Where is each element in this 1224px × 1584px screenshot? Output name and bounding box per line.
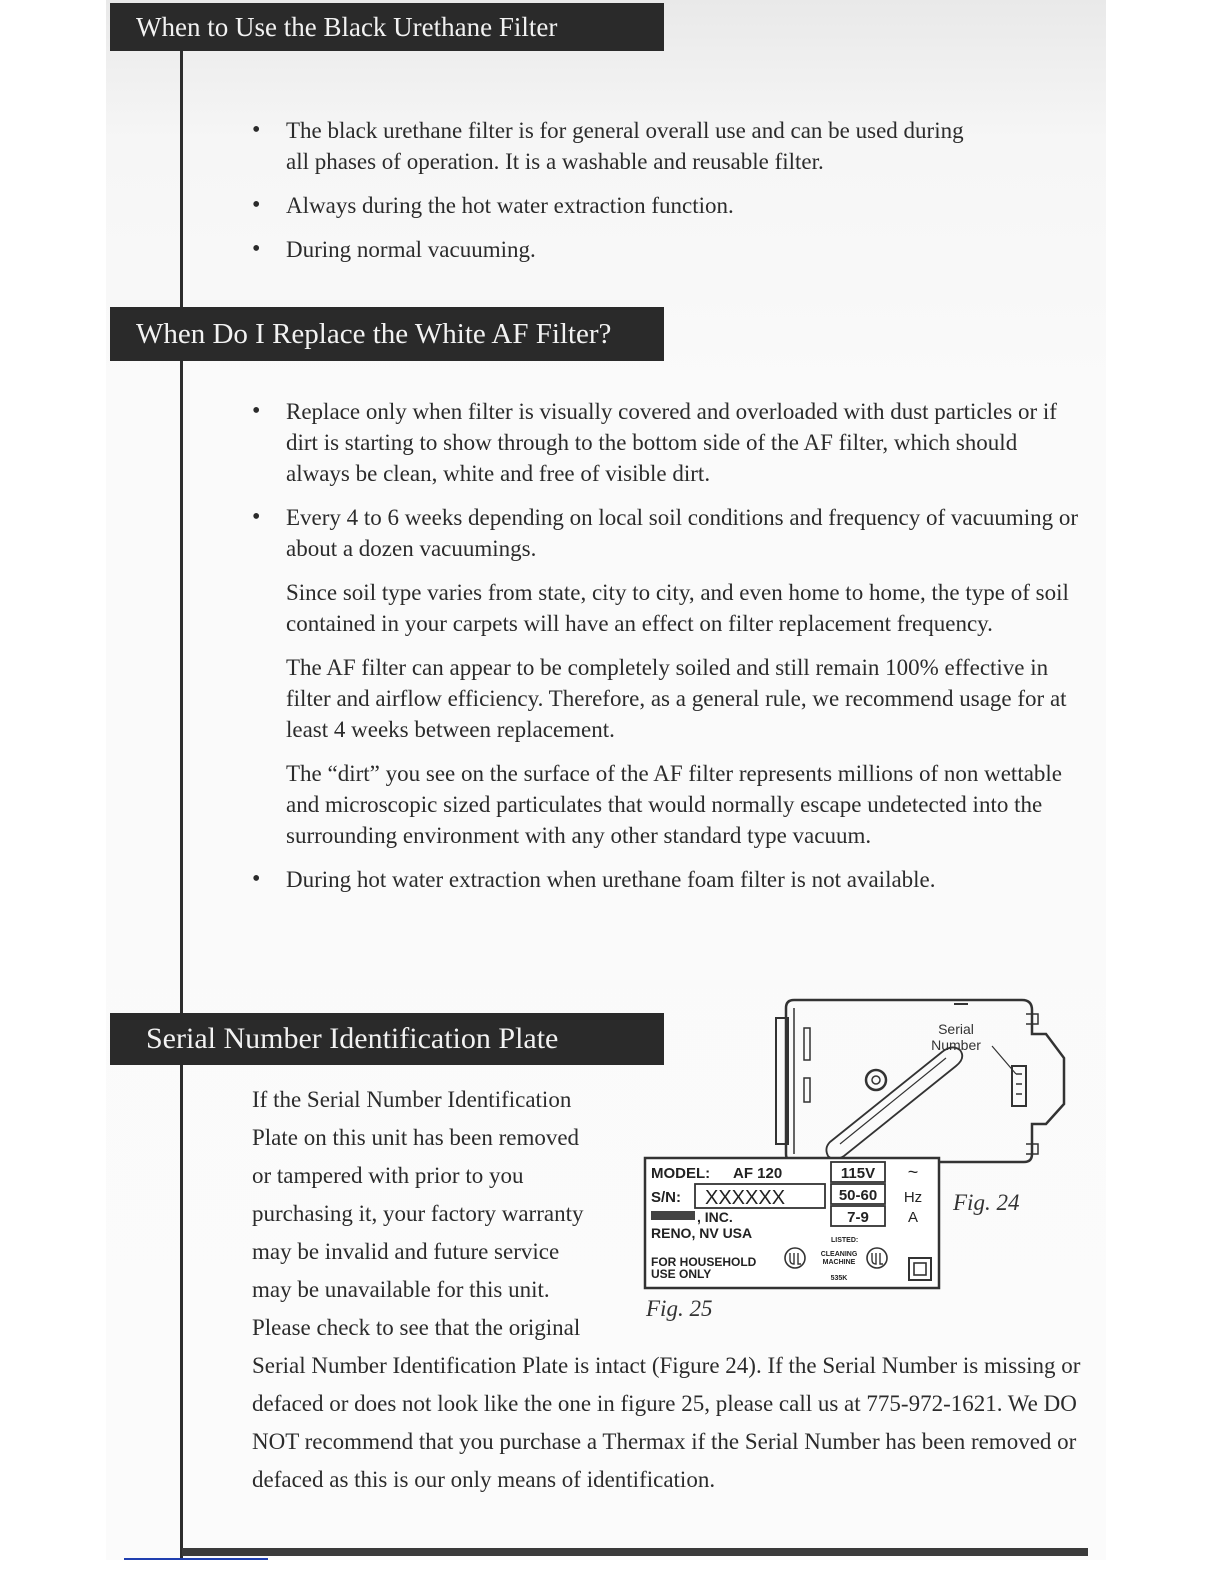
black-filter-list [252,115,972,278]
bottom-rule [182,1548,1088,1556]
paragraph: The AF filter can appear to be completely soiled and still remain 100% effective in filter and airflow efficiency. Therefore, as a general rule, we recommend usage for at least 4 weeks between replacement. [286,655,1067,742]
sn-label: S/N: [651,1189,681,1206]
cleaning-line2: MACHINE [822,1259,856,1266]
amp-unit: A [907,1209,919,1226]
list-item: • Always during the hot water extraction function. [252,190,972,221]
sn-value: XXXXXX [705,1187,786,1209]
section-title-serial-plate: Serial Number Identification Plate [110,1013,664,1065]
list-item: • During normal vacuuming. [252,234,972,265]
model-value: AF 120 [733,1165,783,1182]
model-label: MODEL: [651,1165,711,1182]
cleaning-line1: CLEANING [820,1251,858,1258]
listed-label: LISTED: [831,1237,859,1244]
figure-24-caption: Fig. 24 [953,1190,1020,1215]
paragraph: The “dirt” you see on the surface of the AF filter represents millions of non wettable and microscopic sized particulates that would normally escape undetected into the surrounding environment with any other standard type vacuum. [286,761,1063,848]
serial-plate-text: If the Serial Number Identification Plate on this unit has been removed or tampered with prior to you purchasing it, your factory warranty may be invalid and future service may be unavailable for this unit. Please check to see that the original Serial Number Identification Plate is intact (Figure 24). If the Serial Number is missing or defaced or does not look like the one in figure 25, please call us at 775-972-1621. We DO NOT recommend that you purchase a Thermax if the Serial Number has been removed or defaced as this is our only means of identification. [252,1087,1081,1492]
corner-mark [124,1558,268,1560]
voltage: 115V [840,1165,876,1182]
serial-label-line2: Number [931,1037,981,1053]
section-title-white-filter: When Do I Replace the White AF Filter? [110,307,664,361]
company-location: RENO, NV USA [651,1225,753,1241]
figure-25-caption: Fig. 25 [646,1296,713,1321]
list-item: • The black urethane filter is for general overall use and can be used during all phases of operation. It is a washable and reusable filter. [252,115,972,177]
list-item: • Every 4 to 6 weeks depending on local soil conditions and frequency of vacuuming or about a dozen vacuumings. [252,502,1082,564]
ac-symbol: ~ [907,1162,919,1182]
amperage: 7-9 [847,1209,869,1226]
frequency: 50-60 [838,1187,878,1204]
company-name: , INC. [697,1209,733,1225]
household-line1: FOR HOUSEHOLD [651,1255,757,1269]
list-item: • Replace only when filter is visually covered and overloaded with dust particles or if dirt is starting to show through to the bottom side of the AF filter, which should always be clean, white and free of visible dirt. [252,396,1082,489]
listing-code: 535K [830,1275,848,1282]
household-line2: USE ONLY [651,1267,712,1281]
paragraph: Since soil type varies from state, city to city, and even home to home, the type of soil contained in your carpets will have an effect on filter replacement frequency. [286,580,1069,636]
figure-24-unit-drawing [764,994,1074,1179]
list-item: • During hot water extraction when urethane foam filter is not available. [252,864,1082,895]
figure-25-serial-plate [643,1156,941,1290]
margin-rule [180,48,183,1560]
serial-label-line1: Serial [938,1021,974,1037]
hz-unit: Hz [903,1189,923,1206]
white-filter-list [252,396,1082,908]
section-title-black-filter: When to Use the Black Urethane Filter [110,3,664,51]
